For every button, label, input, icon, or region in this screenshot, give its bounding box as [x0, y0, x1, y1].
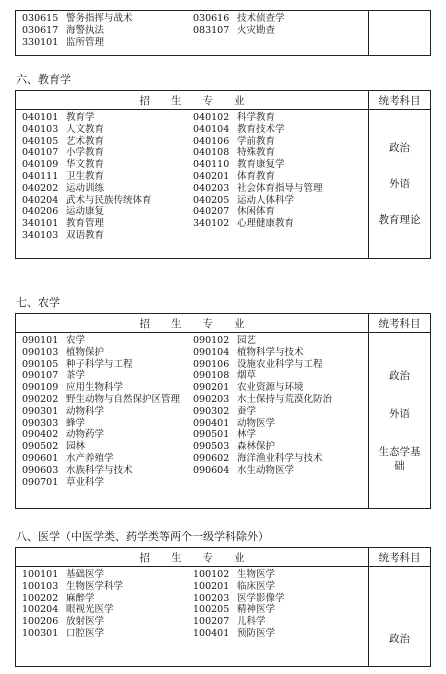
- major-code: 040101: [22, 112, 59, 123]
- major-name: 植物保护: [66, 346, 105, 358]
- major-list: [22, 112, 364, 242]
- exam-subjects-header: 统考科目: [369, 314, 431, 333]
- major-name: 人文教育: [66, 123, 105, 135]
- major-name: 警务指挥与战术: [66, 13, 133, 24]
- major-code: 090202: [22, 393, 59, 405]
- major-code: [193, 477, 237, 489]
- section-title-education: 六、教育学: [16, 73, 71, 86]
- major-code: 090106: [193, 358, 230, 370]
- major-name: 教育技术学: [237, 123, 285, 135]
- medicine-majors-table: [15, 547, 431, 667]
- major-code: 040207: [193, 206, 230, 218]
- major-code: 040202: [22, 182, 59, 194]
- major-name: [237, 477, 364, 489]
- major-name: 海警执法: [66, 24, 105, 36]
- major-code: 100401: [193, 627, 230, 639]
- major-code: 040103: [22, 123, 59, 135]
- major-name: 植物科学与技术: [237, 346, 304, 358]
- exam-subject: 外语: [389, 407, 410, 420]
- major-code: 040106: [193, 135, 230, 147]
- major-code: 100204: [22, 604, 59, 616]
- major-name: 蜂学: [66, 417, 86, 429]
- major-code: 100103: [22, 580, 59, 592]
- major-code: 330101: [22, 36, 59, 48]
- major-code: 030616: [193, 13, 230, 24]
- major-name: 森林保护: [237, 441, 276, 453]
- major-code: 040206: [22, 206, 59, 218]
- exam-subjects-list: [369, 141, 430, 227]
- major-code: 090105: [22, 358, 59, 370]
- major-code: 040111: [22, 170, 59, 182]
- major-code: 090203: [193, 393, 230, 405]
- major-code: 090109: [22, 382, 59, 394]
- major-name: 火灾勘查: [237, 24, 276, 36]
- major-name: 医学影像学: [237, 592, 285, 604]
- major-code: 100203: [193, 592, 230, 604]
- major-name: 休闲体育: [237, 206, 276, 218]
- major-code: 100205: [193, 604, 230, 616]
- major-code: 100301: [22, 627, 59, 639]
- major-code: 090201: [193, 382, 230, 394]
- exam-subjects-header: 统考科目: [369, 548, 431, 567]
- major-list-cell: [16, 110, 369, 259]
- major-code: 100207: [193, 616, 230, 628]
- major-name: 野生动物与自然保护区管理: [66, 393, 181, 405]
- major-code: 040107: [22, 147, 59, 159]
- major-code: 040204: [22, 194, 59, 206]
- major-code: 090402: [22, 429, 59, 441]
- exam-subject: 础: [394, 459, 405, 472]
- exam-subjects-cell: [369, 567, 431, 667]
- major-code: 090604: [193, 464, 230, 476]
- major-name: 动物药学: [66, 429, 105, 441]
- major-code: 040104: [193, 123, 230, 135]
- major-code: 040105: [22, 135, 59, 147]
- major-name: 茶学: [66, 370, 86, 382]
- major-name: 农业资源与环境: [237, 382, 304, 394]
- major-code: 040108: [193, 147, 230, 159]
- major-list-cell: [16, 567, 369, 667]
- major-code: 040110: [193, 159, 230, 171]
- major-name: 临床医学: [237, 580, 276, 592]
- major-code: 040102: [193, 112, 230, 123]
- major-name: 林学: [237, 429, 257, 441]
- major-name: 生物医学: [237, 569, 276, 580]
- major-name: 运动康复: [66, 206, 105, 218]
- major-code: 090401: [193, 417, 230, 429]
- major-name: 烟草: [237, 370, 257, 382]
- exam-subject: 政治: [389, 142, 410, 154]
- major-code: 040205: [193, 194, 230, 206]
- major-name: 动物医学: [237, 417, 276, 429]
- major-list: [22, 335, 364, 488]
- major-code: 090501: [193, 429, 230, 441]
- major-code: 090301: [22, 405, 59, 417]
- major-name: 水产养殖学: [66, 452, 114, 464]
- major-name: 体育教育: [237, 170, 276, 182]
- major-name: 技术侦查学: [237, 13, 285, 24]
- major-name: 基础医学: [66, 569, 105, 580]
- major-code: 090108: [193, 370, 230, 382]
- exam-subjects-cell: [369, 110, 431, 259]
- exam-subjects-header: 统考科目: [369, 91, 431, 110]
- major-name: 农学: [66, 335, 86, 346]
- major-column-header: 招 生 专 业: [16, 314, 369, 333]
- major-name: 预防医学: [237, 627, 276, 639]
- major-code: 090502: [22, 441, 59, 453]
- exam-subject: 政治: [389, 369, 410, 382]
- major-name: 水土保持与荒漠化防治: [237, 393, 333, 405]
- major-list-cell: [16, 333, 369, 509]
- major-name: 特殊教育: [237, 147, 276, 159]
- exam-subject: 生态学基: [378, 445, 421, 458]
- major-name: 园林: [66, 441, 86, 453]
- major-name: 园艺: [237, 335, 257, 346]
- major-list: [22, 13, 364, 48]
- major-code: 090602: [193, 452, 230, 464]
- major-code: 100102: [193, 569, 230, 580]
- exam-subject: 教育理论: [378, 214, 421, 226]
- major-code: 030615: [22, 13, 59, 24]
- major-code: 040201: [193, 170, 230, 182]
- major-code: 100206: [22, 616, 59, 628]
- major-name: 动物科学: [66, 405, 105, 417]
- major-name: 华文教育: [66, 159, 105, 171]
- major-code: 090303: [22, 417, 59, 429]
- major-name: 教育管理: [66, 218, 105, 230]
- major-name: 水生动物医学: [237, 464, 295, 476]
- major-name: 双语教育: [66, 229, 105, 241]
- major-code: 090104: [193, 346, 230, 358]
- major-name: 麻醉学: [66, 592, 95, 604]
- major-name: 水族科学与技术: [66, 464, 133, 476]
- major-name: 运动人体科学: [237, 194, 295, 206]
- police-majors-table: [15, 10, 431, 56]
- major-name: 草业科学: [66, 476, 105, 488]
- exam-subject: 政治: [389, 633, 410, 645]
- major-code: 090107: [22, 370, 59, 382]
- major-name: [237, 230, 364, 242]
- major-code: 040203: [193, 182, 230, 194]
- major-name: 武术与民族传统体育: [66, 194, 152, 206]
- major-name: 监所管理: [66, 36, 105, 48]
- exam-subjects-list: [369, 632, 430, 646]
- section-title-agriculture: 七、农学: [16, 296, 60, 309]
- major-name: 精神医学: [237, 604, 276, 616]
- major-column-header: 招 生 专 业: [16, 548, 369, 567]
- major-name: 社会体育指导与管理: [237, 182, 323, 194]
- exam-subjects-cell: [369, 333, 431, 509]
- major-code: 090101: [22, 335, 59, 346]
- exam-subject: 外语: [389, 178, 410, 190]
- major-code: 083107: [193, 24, 230, 36]
- major-list-cell: [16, 11, 369, 56]
- major-name: 运动训练: [66, 182, 105, 194]
- major-name: 学前教育: [237, 135, 276, 147]
- major-name: 心理健康教育: [237, 218, 295, 230]
- major-name: 眼视光医学: [66, 604, 114, 616]
- agriculture-majors-table: [15, 313, 431, 509]
- major-name: 口腔医学: [66, 627, 105, 639]
- major-code: 100202: [22, 592, 59, 604]
- major-name: 卫生教育: [66, 170, 105, 182]
- major-code: 040109: [22, 159, 59, 171]
- major-code: 090103: [22, 346, 59, 358]
- section-title-medicine: 八、医学（中医学类、药学类等两个一级学科除外）: [16, 530, 269, 543]
- major-name: 海洋渔业科学与技术: [237, 452, 323, 464]
- major-name: 小学教育: [66, 147, 105, 159]
- major-code: 090603: [22, 464, 59, 476]
- major-name: 艺术教育: [66, 135, 105, 147]
- major-name: 教育学: [66, 112, 95, 123]
- major-code: 340101: [22, 218, 59, 230]
- major-name: [237, 37, 364, 49]
- major-name: 儿科学: [237, 616, 266, 628]
- major-list: [22, 569, 364, 640]
- major-name: 科学教育: [237, 112, 276, 123]
- major-code: [193, 230, 237, 242]
- education-majors-table: [15, 90, 431, 259]
- major-name: 种子科学与工程: [66, 358, 133, 370]
- major-name: 放射医学: [66, 616, 105, 628]
- major-code: 340102: [193, 218, 230, 230]
- major-code: 100101: [22, 569, 59, 580]
- exam-subjects-cell: [369, 11, 431, 56]
- major-code: 090503: [193, 441, 230, 453]
- major-code: 100201: [193, 580, 230, 592]
- major-name: 应用生物科学: [66, 382, 124, 394]
- major-code: 030617: [22, 24, 59, 36]
- exam-subjects-list: [369, 369, 430, 473]
- major-code: 090701: [22, 476, 59, 488]
- major-name: 教育康复学: [237, 159, 285, 171]
- major-code: 090302: [193, 405, 230, 417]
- major-column-header: 招 生 专 业: [16, 91, 369, 110]
- major-name: 蚕学: [237, 405, 257, 417]
- major-code: [193, 37, 237, 49]
- major-code: 340103: [22, 229, 59, 241]
- major-code: 090601: [22, 452, 59, 464]
- major-code: 090102: [193, 335, 230, 346]
- major-name: 生物医学科学: [66, 580, 124, 592]
- major-name: 设施农业科学与工程: [237, 358, 323, 370]
